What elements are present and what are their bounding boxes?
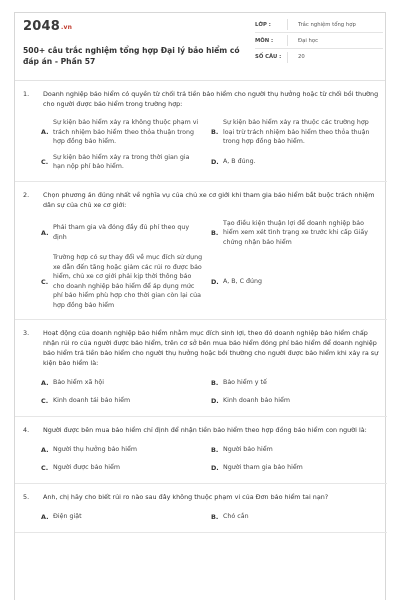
question-number: 2. (23, 190, 30, 199)
meta-row-class (255, 17, 383, 33)
option-letter: D. (211, 397, 219, 405)
meta-value: Trắc nghiệm tổng hợp (298, 21, 356, 28)
option-text: Kinh doanh tái bảo hiểm (53, 397, 131, 405)
meta-divider (287, 35, 288, 46)
question-4 (15, 417, 387, 484)
option-text: Phải tham gia và đóng đầy đủ phí theo quy định (53, 224, 190, 241)
meta-row-subject (255, 33, 383, 49)
question-number: 4. (23, 426, 30, 434)
option-text: Sự kiện bảo hiểm xảy ra trong thời gian gia hạn nộp phí bảo hiểm. (53, 153, 190, 170)
meta-label: SỐ CÂU : (255, 54, 282, 60)
option-letter: D. (211, 158, 219, 166)
meta-value: 20 (298, 54, 305, 60)
option-list (41, 115, 381, 175)
option-text: Kinh doanh bảo hiểm (223, 397, 291, 405)
option-b[interactable] (211, 115, 381, 150)
meta-row-count (255, 49, 383, 65)
option-d[interactable] (211, 150, 381, 175)
option-letter: B. (211, 446, 219, 454)
option-a[interactable] (41, 216, 211, 251)
option-text: Người bảo hiểm (223, 446, 273, 454)
option-letter: B. (211, 513, 219, 521)
question-5 (15, 484, 387, 533)
question-3 (15, 320, 387, 417)
option-c[interactable] (41, 150, 211, 175)
worksheet-header (15, 13, 385, 81)
option-letter: A. (41, 128, 49, 137)
option-text: Người tham gia bảo hiểm (223, 464, 303, 472)
option-c[interactable] (41, 250, 211, 313)
meta-label: MÔN : (255, 37, 274, 44)
option-letter: C. (41, 158, 49, 166)
option-text: Tạo điều kiện thuận lợi để doanh nghiệp bảo hiểm xem xét tình trạng xe trước khi cấp Giấy chứng nhận bảo hiểm (223, 219, 368, 246)
document-title: 500+ câu trắc nghiệm tổng hợp Đại lý bảo hiểm có đáp án - Phần 57 (23, 46, 240, 66)
option-letter: A. (41, 513, 49, 521)
site-logo[interactable] (23, 19, 72, 34)
option-text: Chó cắn (223, 513, 249, 521)
question-text: Anh, chị hãy cho biết rủi ro nào sau đây không thuộc phạm vi của Đơn bảo hiểm tai nạn? (43, 493, 329, 501)
option-letter: A. (41, 228, 49, 237)
question-number: 1. (23, 90, 30, 98)
question-number: 3. (23, 329, 30, 337)
question-text: Chọn phương án đúng nhất về nghĩa vụ của chủ xe cơ giới khi tham gia bảo hiểm bắt buộc trách nhiệm dân sự của chủ xe cơ giới: (43, 190, 375, 209)
option-a[interactable] (41, 115, 211, 150)
option-b[interactable] (211, 441, 381, 459)
logo-suffix: .vn (60, 24, 73, 31)
option-text: Bảo hiểm y tế (223, 379, 267, 387)
option-a[interactable] (41, 374, 211, 392)
meta-divider (287, 19, 288, 30)
option-text: Người thụ hưởng bảo hiểm (53, 446, 138, 454)
option-list (41, 216, 381, 314)
option-text: Sự kiện bảo hiểm xảy ra không thuộc phạm vi trách nhiệm bảo hiểm theo thỏa thuận trong hợp đồng bảo hiểm. (53, 119, 199, 145)
option-list (41, 374, 381, 410)
option-text: A, B đúng. (223, 158, 256, 166)
option-list (41, 441, 381, 477)
question-1 (15, 81, 387, 182)
option-text: Trường hợp có sự thay đổi về mục đích sử dụng xe dẫn đến tăng hoặc giảm các rủi ro được bảo hiểm, chủ xe cơ giới phải kịp thời thông báo cho doanh nghiệp bảo hiểm để áp dụng mức phí bảo hiểm phù hợp cho thời gian còn lại của hợp đồng bảo hiểm (53, 254, 203, 309)
option-text: A, B, C đúng (223, 277, 263, 285)
option-text: Bảo hiểm xã hội (53, 379, 104, 387)
logo-text: 2048 (23, 19, 60, 34)
option-letter: B. (211, 228, 219, 237)
option-b[interactable] (211, 374, 381, 392)
question-text: Hoạt động của doanh nghiệp bảo hiểm nhằm mục đích sinh lợi, theo đó doanh nghiệp bảo hiểm chấp nhận rủi ro của người được bảo hiểm, trên cơ sở bên mua bảo hiểm đóng phí bảo hiểm để doanh nghiệp bảo hiểm trả tiền bảo hiểm cho người thụ hưởng hoặc bồi thường cho người được bảo hiểm khi xảy ra sự kiện bảo hiểm là: (43, 329, 379, 367)
option-letter: C. (41, 277, 49, 286)
meta-divider (287, 52, 288, 63)
option-letter: C. (41, 397, 49, 405)
option-letter: B. (211, 379, 219, 387)
option-a[interactable] (41, 441, 211, 459)
option-d[interactable] (211, 250, 381, 313)
option-letter: D. (211, 464, 219, 472)
question-text: Người được bên mua bảo hiểm chỉ định để nhận tiền bảo hiểm theo hợp đồng bảo hiểm con người là: (43, 426, 367, 434)
option-letter: A. (41, 446, 49, 454)
option-letter: C. (41, 464, 49, 472)
option-b[interactable] (211, 216, 381, 251)
option-list (41, 508, 381, 526)
question-2 (15, 182, 387, 321)
option-text: Người được bảo hiểm (53, 464, 121, 472)
option-letter: D. (211, 277, 219, 286)
option-d[interactable] (211, 392, 381, 410)
option-c[interactable] (41, 459, 211, 477)
meta-value: Đại học (298, 37, 319, 44)
question-number: 5. (23, 493, 30, 501)
meta-label: LỚP : (255, 21, 271, 28)
option-text: Sự kiện bảo hiểm xảy ra thuộc các trường hợp loại trừ trách nhiệm bảo hiểm theo thỏa thuận trong hợp đồng bảo hiểm. (223, 119, 370, 145)
option-text: Điện giật (53, 513, 82, 521)
meta-table (255, 17, 383, 65)
option-letter: A. (41, 379, 49, 387)
worksheet (14, 12, 386, 600)
option-d[interactable] (211, 459, 381, 477)
option-c[interactable] (41, 392, 211, 410)
option-letter: B. (211, 128, 219, 137)
question-list (15, 81, 387, 533)
option-a[interactable] (41, 508, 211, 526)
option-b[interactable] (211, 508, 381, 526)
question-text: Doanh nghiệp bảo hiểm có quyền từ chối trả tiền bảo hiểm cho người thụ hưởng hoặc từ chối bồi thường cho người được bảo hiểm trong trường hợp: (43, 90, 379, 108)
